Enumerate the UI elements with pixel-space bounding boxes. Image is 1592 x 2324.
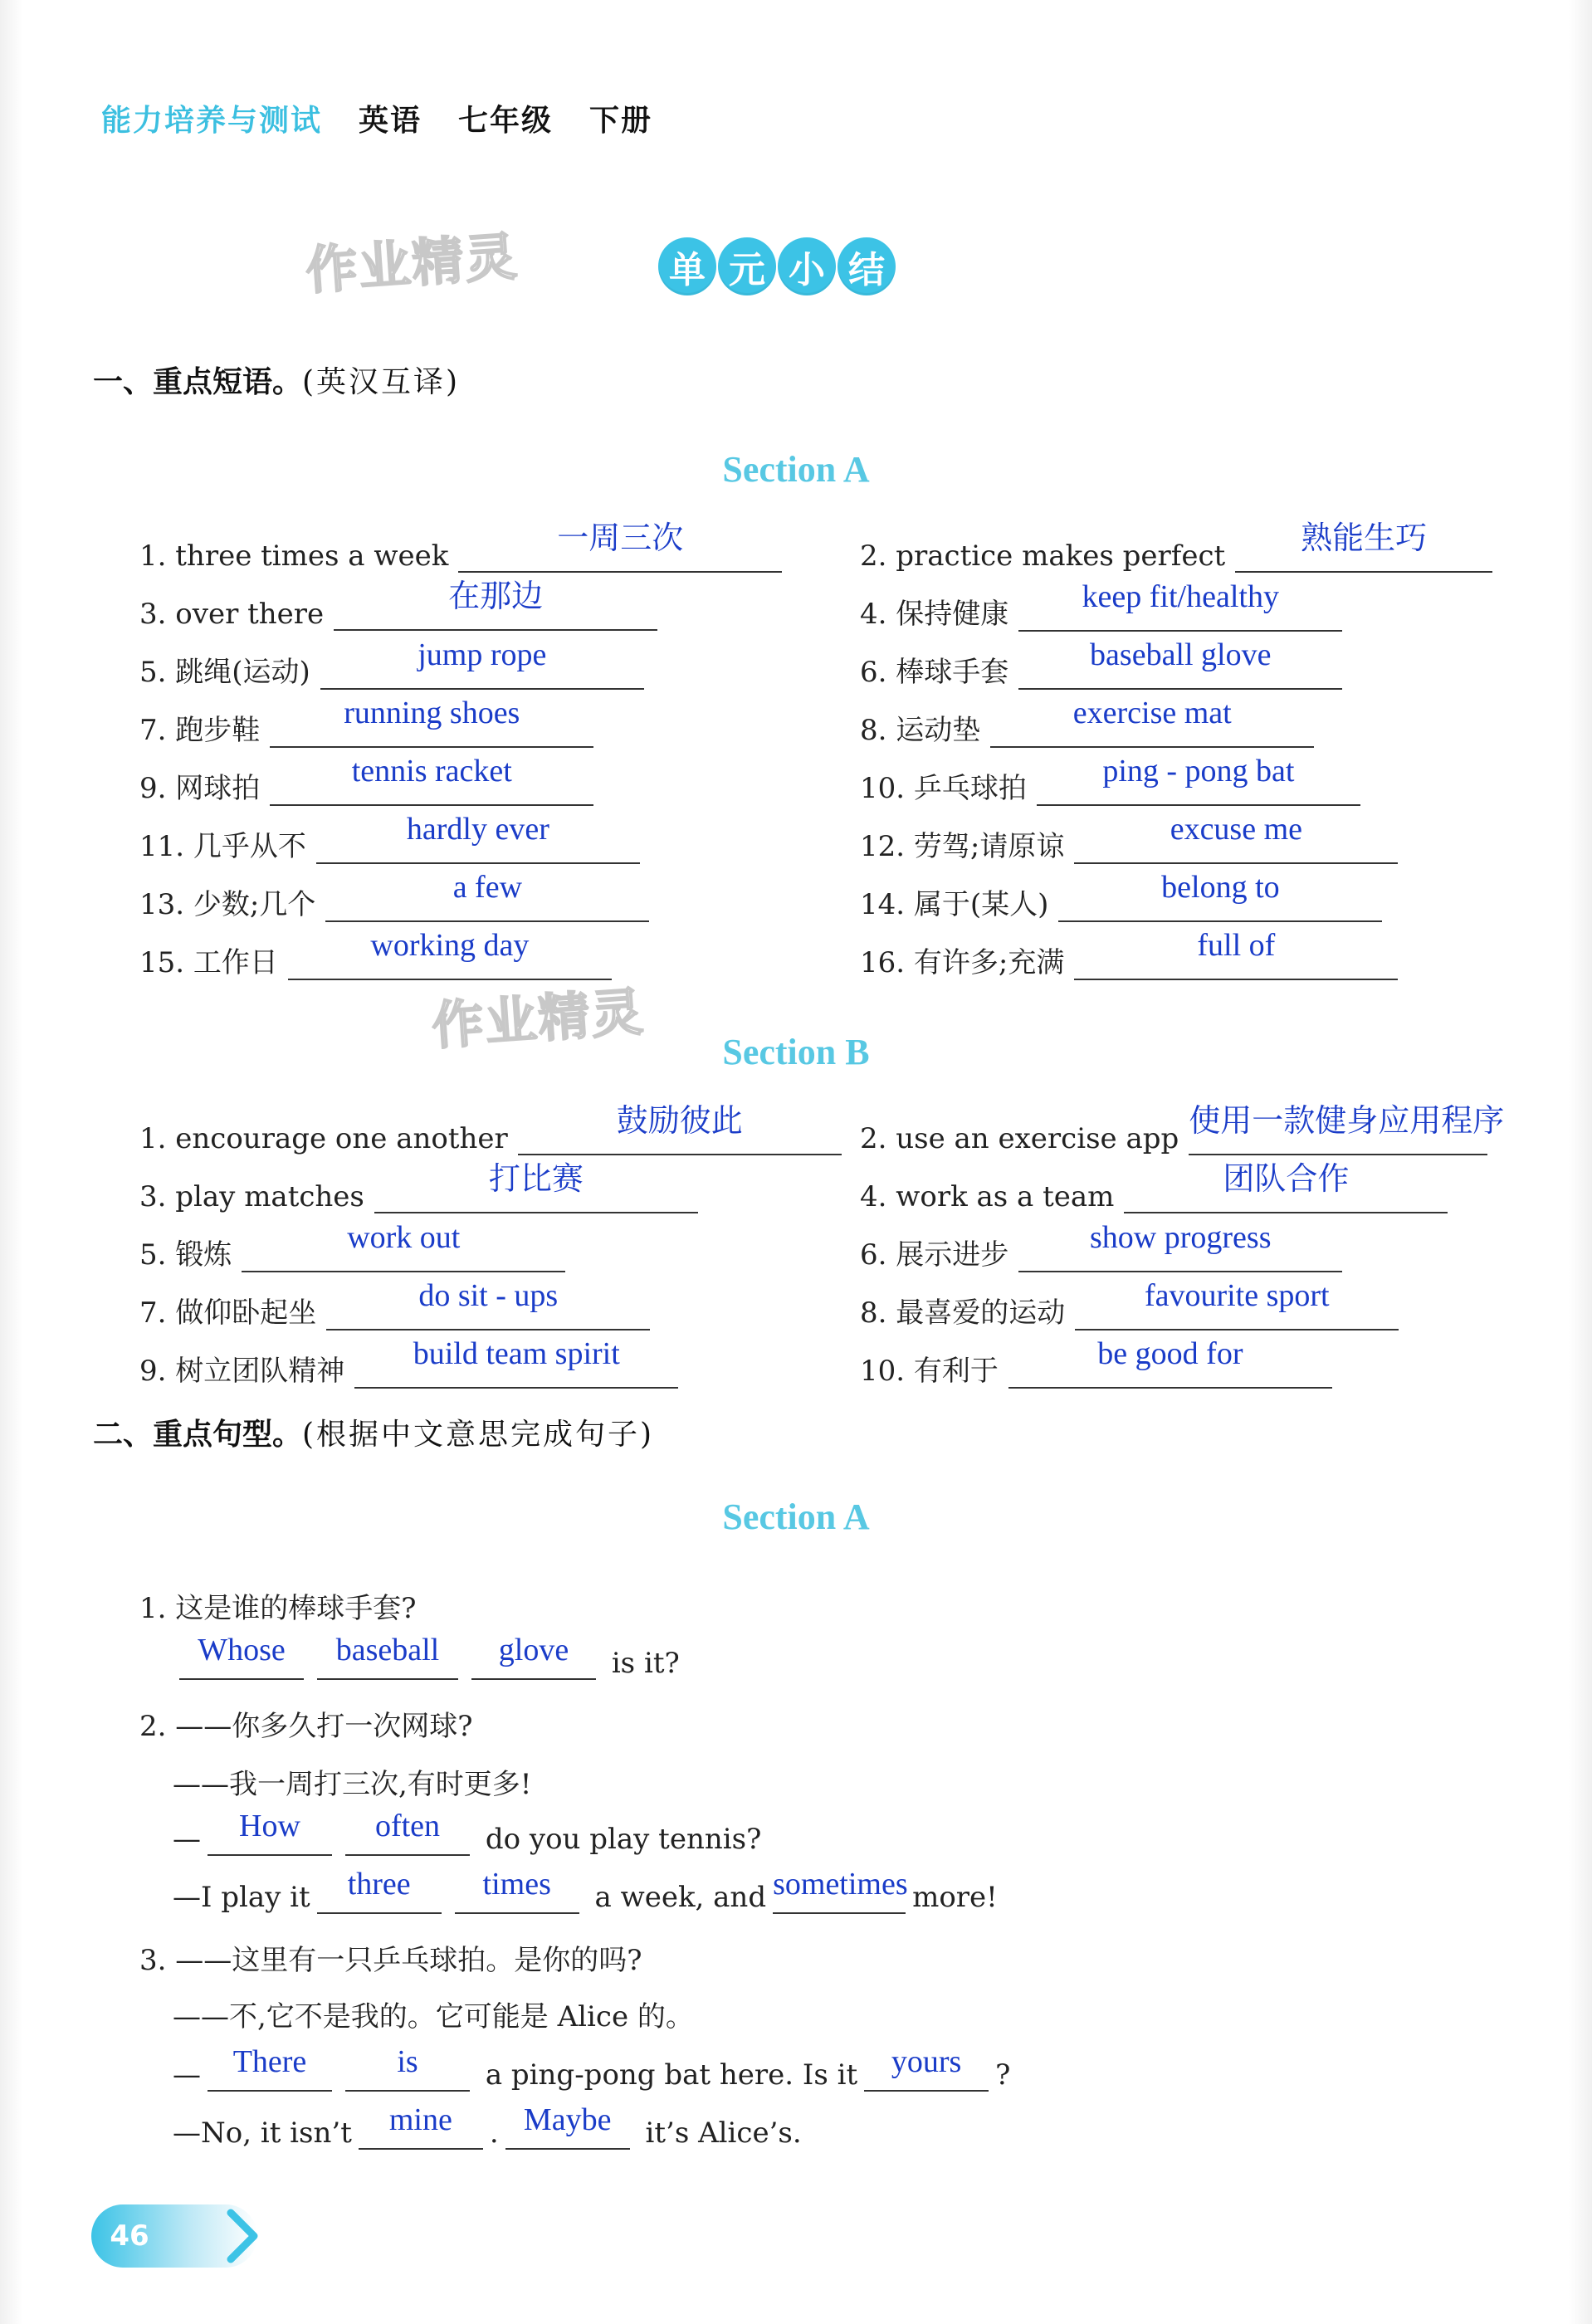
answer-blank[interactable]: show progress [1018,1233,1342,1272]
phrase-item: 16. 有许多;充满 full of [860,940,1398,986]
phrase-item: 15. 工作日 working day [139,940,612,986]
phrase-item: 12. 劳驾;请原谅 excuse me [860,823,1398,870]
answer-blank[interactable]: favourite sport [1075,1291,1399,1330]
answer-blank[interactable]: mine [359,2110,483,2150]
book-grade: 七年级 [458,103,554,138]
sentence-prompt: ——不,它不是我的。它可能是 Alice 的。 [173,2000,694,2034]
title-char: 单 [658,237,716,295]
sentence-line: — There is a ping-pong bat here. Is it yours ? [173,2044,1011,2092]
phrase-item: 14. 属于(某人) belong to [860,881,1382,928]
page-edge-left [0,0,23,2324]
page-header [101,93,652,143]
phrase-item: 7. 做仰卧起坐 do sit - ups [139,1290,650,1336]
answer-blank[interactable]: 一周三次 [458,533,782,573]
answer-blank[interactable]: 使用一款健身应用程序 [1189,1116,1487,1155]
phrase-item: 8. 最喜爱的运动 favourite sport [860,1290,1399,1336]
answer-blank[interactable]: build team spirit [354,1349,678,1389]
phrase-item: 1. encourage one another 鼓励彼此 [139,1116,842,1162]
page-number-badge [91,2204,274,2268]
page-number: 46 [110,2219,149,2253]
title-char: 结 [838,237,896,295]
phrase-item: 10. 乒乓球拍 ping - pong bat [860,765,1360,812]
answer-blank[interactable]: ping - pong bat [1037,766,1360,806]
answer-blank[interactable]: Maybe [505,2110,630,2150]
phrase-item: 3. play matches 打比赛 [139,1174,698,1220]
part2-title: 二、重点句型。(根据中文意思完成句子) [93,1418,655,1452]
sentence-line: —I play it three times a week, and sometimes more! [173,1867,998,1914]
sentence-prompt: 2. ——你多久打一次网球? [139,1710,473,1743]
phrase-item: 6. 棒球手套 baseball glove [860,649,1342,696]
phrase-item: 2. use an exercise app 使用一款健身应用程序 [860,1102,1505,1155]
section-b-label: Section B [722,1032,870,1072]
phrase-item: 1. three times a week 一周三次 [139,533,782,579]
answer-blank[interactable]: working day [288,940,612,980]
sentence-prompt: 1. 这是谁的棒球手套? [139,1592,417,1625]
section-a-label: Section A [722,1496,870,1537]
title-char: 小 [778,237,836,295]
phrase-item: 4. work as a team 团队合作 [860,1174,1448,1220]
phrase-item: 9. 树立团队精神 build team spirit [139,1348,678,1394]
answer-blank[interactable]: full of [1074,940,1398,980]
phrase-item: 10. 有利于 be good for [860,1348,1332,1394]
phrase-item: 5. 锻炼 work out [139,1232,565,1278]
answer-blank[interactable]: be good for [1008,1349,1332,1389]
book-volume: 下册 [589,103,653,138]
phrase-item: 3. over there 在那边 [139,591,657,637]
answer-blank[interactable]: 在那边 [334,591,657,631]
phrase-item: 11. 几乎从不 hardly ever [139,823,640,870]
phrase-item: 4. 保持健康 keep fit/healthy [860,591,1342,637]
answer-blank[interactable]: glove [471,1640,596,1680]
sentence-line: —No, it isn’t mine . Maybe it’s Alice’s. [173,2102,802,2150]
sentence-line: — How often do you play tennis? [173,1809,762,1856]
answer-blank[interactable]: jump rope [320,650,644,690]
sentence-line: Whose baseball glove is it? [173,1640,680,1680]
answer-blank[interactable]: do sit - ups [326,1291,650,1330]
phrase-item: 7. 跑步鞋 running shoes [139,707,593,754]
chevron-right-icon [224,2208,262,2264]
phrase-item: 2. practice makes perfect 熟能生巧 [860,533,1492,579]
answer-blank[interactable]: exercise mat [990,708,1314,748]
answer-blank[interactable]: keep fit/healthy [1018,592,1342,632]
watermark: 作业精灵 [304,226,520,301]
sentence-prompt: ——我一周打三次,有时更多! [173,1768,532,1801]
answer-blank[interactable]: sometimes [773,1874,906,1914]
answer-blank[interactable]: yours [864,2052,989,2092]
phrase-item: 9. 网球拍 tennis racket [139,765,593,812]
watermark: 作业精灵 [430,981,647,1057]
answer-blank[interactable]: baseball [317,1640,458,1680]
answer-blank[interactable]: tennis racket [270,766,593,806]
answer-blank[interactable]: often [345,1816,470,1856]
answer-blank[interactable]: There [208,2052,332,2092]
answer-blank[interactable]: running shoes [270,708,593,748]
answer-blank[interactable]: times [455,1874,579,1914]
part1-title: 一、重点短语。(英汉互译) [93,365,461,399]
answer-blank[interactable]: work out [242,1233,565,1272]
answer-blank[interactable]: a few [325,882,649,922]
phrase-item: 13. 少数;几个 a few [139,881,649,928]
answer-blank[interactable]: baseball glove [1018,650,1342,690]
section-a-label: Section A [722,449,870,490]
answer-blank[interactable]: is [345,2052,470,2092]
phrase-item: 5. 跳绳(运动) jump rope [139,649,644,696]
book-subject: 英语 [359,103,422,138]
answer-blank[interactable]: belong to [1058,882,1382,922]
answer-blank[interactable]: 打比赛 [374,1174,698,1213]
sentence-prompt: 3. ——这里有一只乒乓球拍。是你的吗? [139,1944,642,1977]
phrase-item: 8. 运动垫 exercise mat [860,707,1314,754]
answer-blank[interactable]: three [317,1874,442,1914]
answer-blank[interactable]: Whose [179,1640,304,1680]
unit-summary-title [658,237,896,295]
answer-blank[interactable]: 鼓励彼此 [518,1116,842,1155]
answer-blank[interactable]: hardly ever [316,824,640,864]
book-series: 能力培养与测试 [101,103,323,138]
answer-blank[interactable]: How [208,1816,332,1856]
answer-blank[interactable]: 熟能生巧 [1235,533,1492,573]
phrase-item: 6. 展示进步 show progress [860,1232,1342,1278]
answer-blank[interactable]: excuse me [1074,824,1398,864]
title-char: 元 [718,237,776,295]
page-edge-right [1569,0,1592,2324]
answer-blank[interactable]: 团队合作 [1124,1174,1448,1213]
